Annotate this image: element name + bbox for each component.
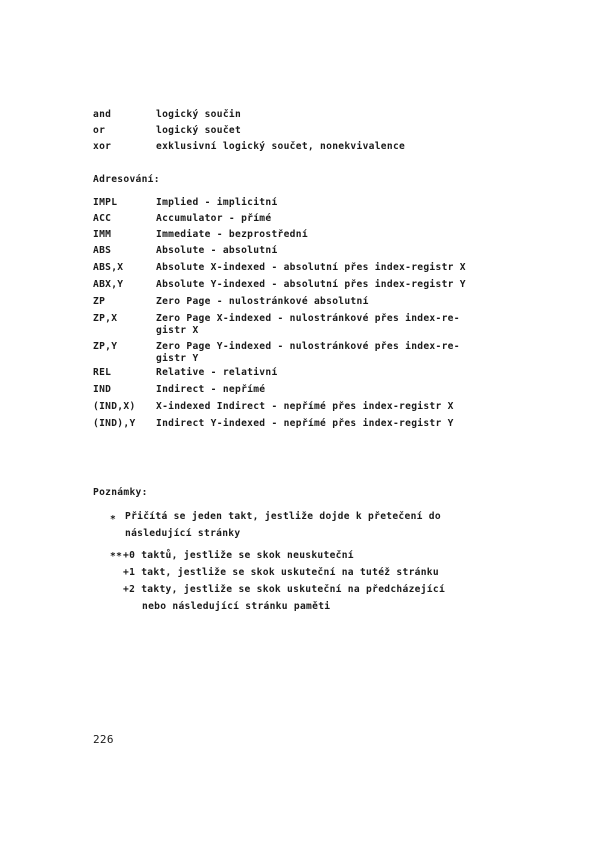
operator-description: exklusivní logický součet, nonekvivalence [156, 141, 406, 152]
addressing-mode-description: Immediate - bezprostřední [156, 229, 308, 240]
addressing-mode-key: ZP,X [93, 313, 118, 324]
addressing-mode-key: ZP,Y [93, 341, 118, 352]
operator-description: logický součin [156, 109, 242, 120]
addressing-mode-description: Absolute Y-indexed - absolutní přes index-registr Y [156, 279, 466, 290]
addressing-heading: Adresování: [93, 174, 160, 185]
operator-key: and [93, 109, 112, 120]
addressing-mode-key: ACC [93, 213, 112, 224]
addressing-mode-description: Zero Page - nulostránkové absolutní [156, 296, 369, 307]
addressing-mode-key: ABS,X [93, 262, 124, 273]
addressing-mode-key: ZP [93, 296, 106, 307]
addressing-mode-description: Indirect - nepřímé [156, 384, 266, 395]
addressing-mode-description: Implied - implicitní [156, 197, 278, 208]
addressing-mode-description: Indirect Y-indexed - nepřímé přes index-registr Y [156, 418, 454, 429]
operator-description: logický součet [156, 125, 242, 136]
addressing-mode-key: ABX,Y [93, 279, 124, 290]
note-2-line-3: +2 takty, jestliže se skok uskuteční na předcházející [123, 584, 446, 595]
operator-key: or [93, 125, 106, 136]
page-number: 226 [93, 733, 114, 746]
addressing-mode-key: IND [93, 384, 112, 395]
note-2-line-4: nebo následující stránku paměti [142, 601, 331, 612]
addressing-mode-description: Relative - relativní [156, 367, 278, 378]
note-1-line-2: následující stránky [125, 528, 241, 539]
addressing-mode-key: (IND,X) [93, 401, 136, 412]
addressing-mode-description: Accumulator - přímé [156, 213, 272, 224]
addressing-mode-description: Zero Page Y-indexed - nulostránkové přes index-re- gistr Y [156, 341, 460, 364]
addressing-mode-key: IMPL [93, 197, 118, 208]
addressing-mode-key: IMM [93, 229, 112, 240]
note-2-line-2: +1 takt, jestliže se skok uskuteční na tutéž stránku [123, 567, 439, 578]
note-2-line-1: +0 taktů, jestliže se skok neuskuteční [123, 550, 354, 561]
addressing-mode-key: ABS [93, 245, 112, 256]
note-2-mark: ** [110, 551, 123, 562]
addressing-mode-description: Absolute - absolutní [156, 245, 278, 256]
addressing-mode-key: (IND),Y [93, 418, 136, 429]
addressing-mode-description: Zero Page X-indexed - nulostránkové přes index-re- gistr X [156, 313, 460, 336]
addressing-mode-key: REL [93, 367, 112, 378]
notes-heading: Poznámky: [93, 487, 148, 498]
operator-key: xor [93, 141, 112, 152]
note-1-line-1: Přičítá se jeden takt, jestliže dojde k přetečení do [125, 511, 441, 522]
note-1-mark: * [110, 514, 117, 525]
addressing-mode-description: X-indexed Indirect - nepřímé přes index-registr X [156, 401, 454, 412]
addressing-mode-description: Absolute X-indexed - absolutní přes index-registr X [156, 262, 466, 273]
